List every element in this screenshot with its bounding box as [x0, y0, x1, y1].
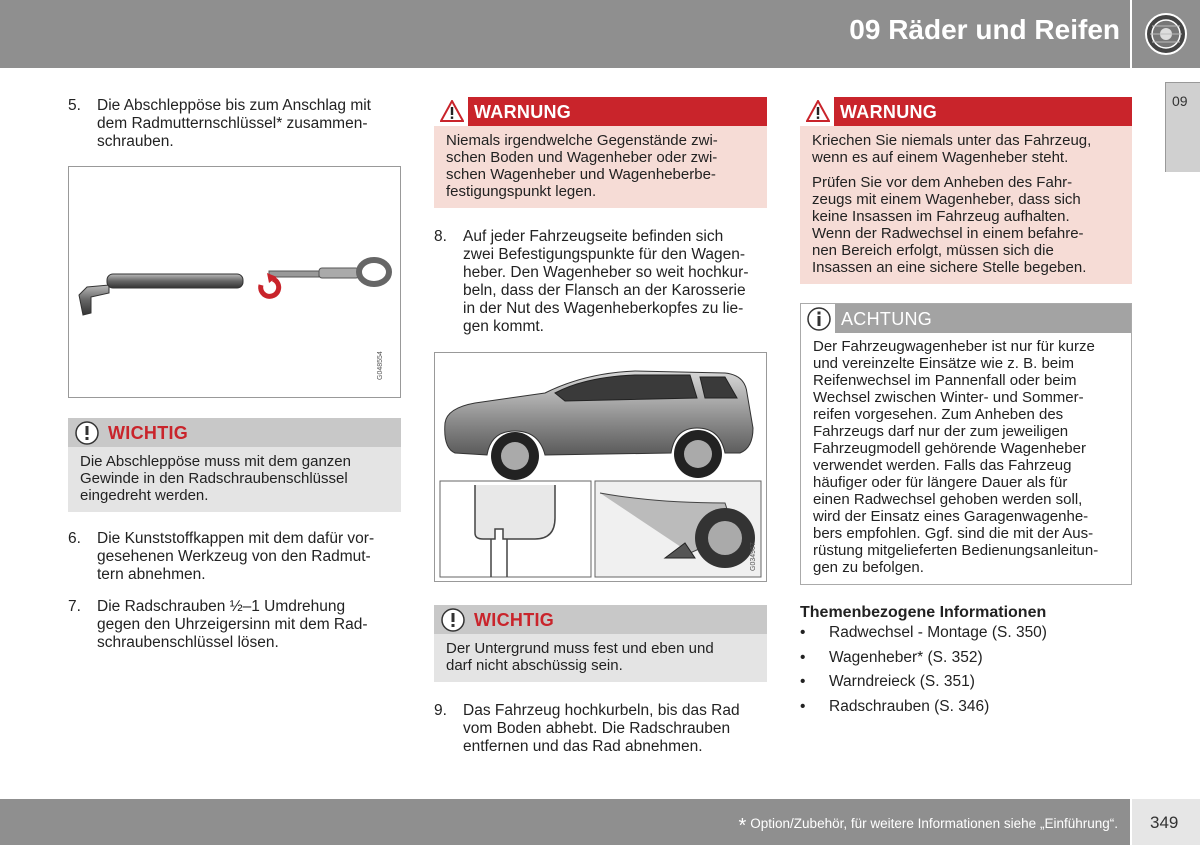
- info-icon: [807, 307, 831, 331]
- text-line: Kriechen Sie niemals unter das Fahrzeug,: [812, 132, 1092, 149]
- text-line: wenn es auf einem Wagenheber steht.: [812, 149, 1069, 166]
- chapter-tab-label: 09: [1172, 93, 1188, 109]
- related-link[interactable]: [800, 649, 1130, 667]
- warnung-notice-1: [434, 97, 767, 208]
- page-number-box: [1132, 799, 1200, 845]
- text-line: Die Kunststoffkappen mit dem dafür vor-: [97, 530, 375, 547]
- text-line: zwei Befestigungspunkte für den Wagen-: [463, 246, 746, 263]
- asterisk: *: [738, 815, 747, 837]
- figure-code: G034967: [750, 542, 757, 571]
- text-line: beln, dass der Flansch an der Karosserie: [463, 282, 746, 299]
- notice-label: WARNUNG: [474, 102, 572, 122]
- text-line: Niemals irgendwelche Gegenstände zwi-: [446, 132, 718, 149]
- text-line: rüstung mitgelieferten Bedienungsanleitun-: [813, 542, 1099, 559]
- car-jack-illustration: [435, 353, 766, 581]
- warning-triangle-icon: [806, 100, 830, 122]
- figure-wrench-tow-eye: [68, 166, 401, 398]
- notice-label: WARNUNG: [840, 102, 938, 122]
- warnung-notice-2: [800, 97, 1132, 284]
- text-line: gesehenen Werkzeug von den Radmut-: [97, 548, 371, 565]
- related-link-label: Radwechsel - Montage (S. 350): [829, 624, 1047, 641]
- text-line: schen Boden und Wagenheber oder zwi-: [446, 149, 718, 166]
- chapter-tab[interactable]: [1165, 82, 1200, 172]
- exclamation-icon: [440, 608, 466, 632]
- text-line: gen kommt.: [463, 318, 544, 335]
- text-line: gegen den Uhrzeigersinn mit dem Rad-: [97, 616, 368, 633]
- achtung-notice: [800, 303, 1132, 585]
- footer-note: [738, 815, 1118, 838]
- text-line: heber. Den Wagenheber so weit hochkur-: [463, 264, 749, 281]
- bullet-icon: •: [800, 673, 806, 691]
- related-info-title: Themenbezogene Informationen: [800, 604, 1047, 621]
- text-line: Der Untergrund muss fest und eben und: [446, 640, 714, 657]
- text-line: dem Radmutternschlüssel* zusammen-: [97, 115, 368, 132]
- related-link[interactable]: [800, 673, 1130, 691]
- step-text: [97, 530, 374, 584]
- text-line: Die Radschrauben ½–1 Umdrehung: [97, 598, 346, 615]
- notice-paragraph: [812, 174, 1120, 276]
- page-footer: [0, 799, 1130, 845]
- figure-car-jack: [434, 352, 767, 582]
- footer-note-text: Option/Zubehör, für weitere Informationen siehe „Einführung“.: [750, 816, 1118, 831]
- text-line: vom Boden abhebt. Die Radschrauben: [463, 720, 731, 737]
- notice-header: [434, 97, 767, 126]
- notice-header: [434, 605, 767, 634]
- bullet-icon: •: [800, 697, 806, 715]
- text-line: Das Fahrzeug hochkurbeln, bis das Rad: [463, 702, 740, 719]
- chapter-header: [0, 0, 1130, 68]
- text-line: darf nicht abschüssig sein.: [446, 657, 623, 674]
- notice-label: WICHTIG: [474, 610, 555, 630]
- notice-label: ACHTUNG: [841, 309, 933, 329]
- text-line: Der Fahrzeugwagenheber ist nur für kurze: [813, 338, 1095, 355]
- step-text: [97, 97, 371, 151]
- text-line: keine Insassen im Fahrzeug aufhalten.: [812, 208, 1070, 225]
- text-line: festigungspunkt legen.: [446, 183, 597, 200]
- text-line: zeugs mit einem Wagenheber, dass sich: [812, 191, 1081, 208]
- text-line: häufiger oder für längere Dauer als für: [813, 474, 1068, 491]
- text-line: reifen vorgesehen. Zum Anheben des: [813, 406, 1064, 423]
- step-number: 6.: [68, 530, 81, 547]
- text-line: Fahrzeugs darf nur der zum jeweiligen: [813, 423, 1069, 440]
- text-line: in der Nut des Wagenheberkopfes zu lie-: [463, 300, 744, 317]
- text-line: verwendet werden. Falls das Fahrzeug: [813, 457, 1072, 474]
- step-number: 8.: [434, 228, 447, 245]
- notice-body: [434, 126, 767, 208]
- text-line: und vereinzelte Einsätze wie z. B. beim: [813, 355, 1074, 372]
- notice-label: WICHTIG: [108, 423, 189, 443]
- chapter-title: 09 Räder und Reifen: [849, 14, 1120, 45]
- figure-code: G048554: [377, 351, 384, 380]
- notice-header: [800, 97, 1132, 126]
- related-info: [800, 604, 1130, 722]
- text-line: nen Bereich erfolgt, müssen sich die: [812, 242, 1054, 259]
- related-link[interactable]: [800, 624, 1130, 642]
- text-line: Auf jeder Fahrzeugseite befinden sich: [463, 228, 724, 245]
- text-line: Gewinde in den Radschraubenschlüssel: [80, 470, 348, 487]
- text-line: entfernen und das Rad abnehmen.: [463, 738, 703, 755]
- tire-icon: [1144, 12, 1188, 56]
- step-number: 9.: [434, 702, 447, 719]
- text-line: Prüfen Sie vor dem Anheben des Fahr-: [812, 174, 1073, 191]
- exclamation-icon: [74, 421, 100, 445]
- notice-body: [68, 447, 401, 512]
- related-link[interactable]: [800, 698, 1130, 716]
- step-number: 7.: [68, 598, 81, 615]
- text-line: schrauben.: [97, 133, 174, 150]
- text-line: schraubenschlüssel lösen.: [97, 634, 279, 651]
- text-line: wird der Einsatz eines Garagenwagenhe-: [813, 508, 1089, 525]
- warning-triangle-icon: [440, 100, 464, 122]
- notice-body: [801, 333, 1131, 584]
- step-text: [463, 702, 740, 756]
- wichtig-notice-2: [434, 605, 767, 682]
- text-line: schen Wagenheber und Wagenheberbe-: [446, 166, 716, 183]
- step-number: 5.: [68, 97, 81, 114]
- notice-header: [801, 304, 1131, 333]
- notice-body: [434, 634, 767, 682]
- text-line: tern abnehmen.: [97, 566, 206, 583]
- text-line: gen zu befolgen.: [813, 559, 924, 576]
- wrench-tow-eye-illustration: [69, 167, 400, 397]
- text-line: eingedreht werden.: [80, 487, 209, 504]
- related-link-label: Radschrauben (S. 346): [829, 697, 990, 715]
- text-line: Wechsel zwischen Winter- und Sommer-: [813, 389, 1084, 406]
- text-line: Die Abschleppöse bis zum Anschlag mit: [97, 97, 371, 114]
- step-text: [463, 228, 748, 336]
- wichtig-notice-1: [68, 418, 401, 512]
- text-line: Reifenwechsel im Pannenfall oder beim: [813, 372, 1077, 389]
- page-number: 349: [1150, 813, 1179, 832]
- notice-paragraph: [812, 132, 1120, 166]
- related-info-list: [800, 624, 1130, 716]
- notice-body: [800, 126, 1132, 284]
- related-link-label: Warndreieck (S. 351): [829, 673, 975, 691]
- text-line: bers empfohlen. Ggf. sind die mit der Aus-: [813, 525, 1094, 542]
- text-line: Wenn der Radwechsel in einem befahre-: [812, 225, 1084, 242]
- bullet-icon: •: [800, 648, 806, 666]
- text-line: Fahrzeugmodell gehörende Wagenheber: [813, 440, 1086, 457]
- related-link-label: Wagenheber* (S. 352): [829, 648, 983, 666]
- text-line: Insassen an eine sichere Stelle begeben.: [812, 259, 1087, 276]
- bullet-icon: •: [800, 624, 806, 641]
- text-line: einen Radwechsel gehoben werden soll,: [813, 491, 1083, 508]
- step-text: [97, 598, 368, 652]
- notice-header: [68, 418, 401, 447]
- chapter-icon-box: [1132, 0, 1200, 68]
- text-line: Die Abschleppöse muss mit dem ganzen: [80, 453, 351, 470]
